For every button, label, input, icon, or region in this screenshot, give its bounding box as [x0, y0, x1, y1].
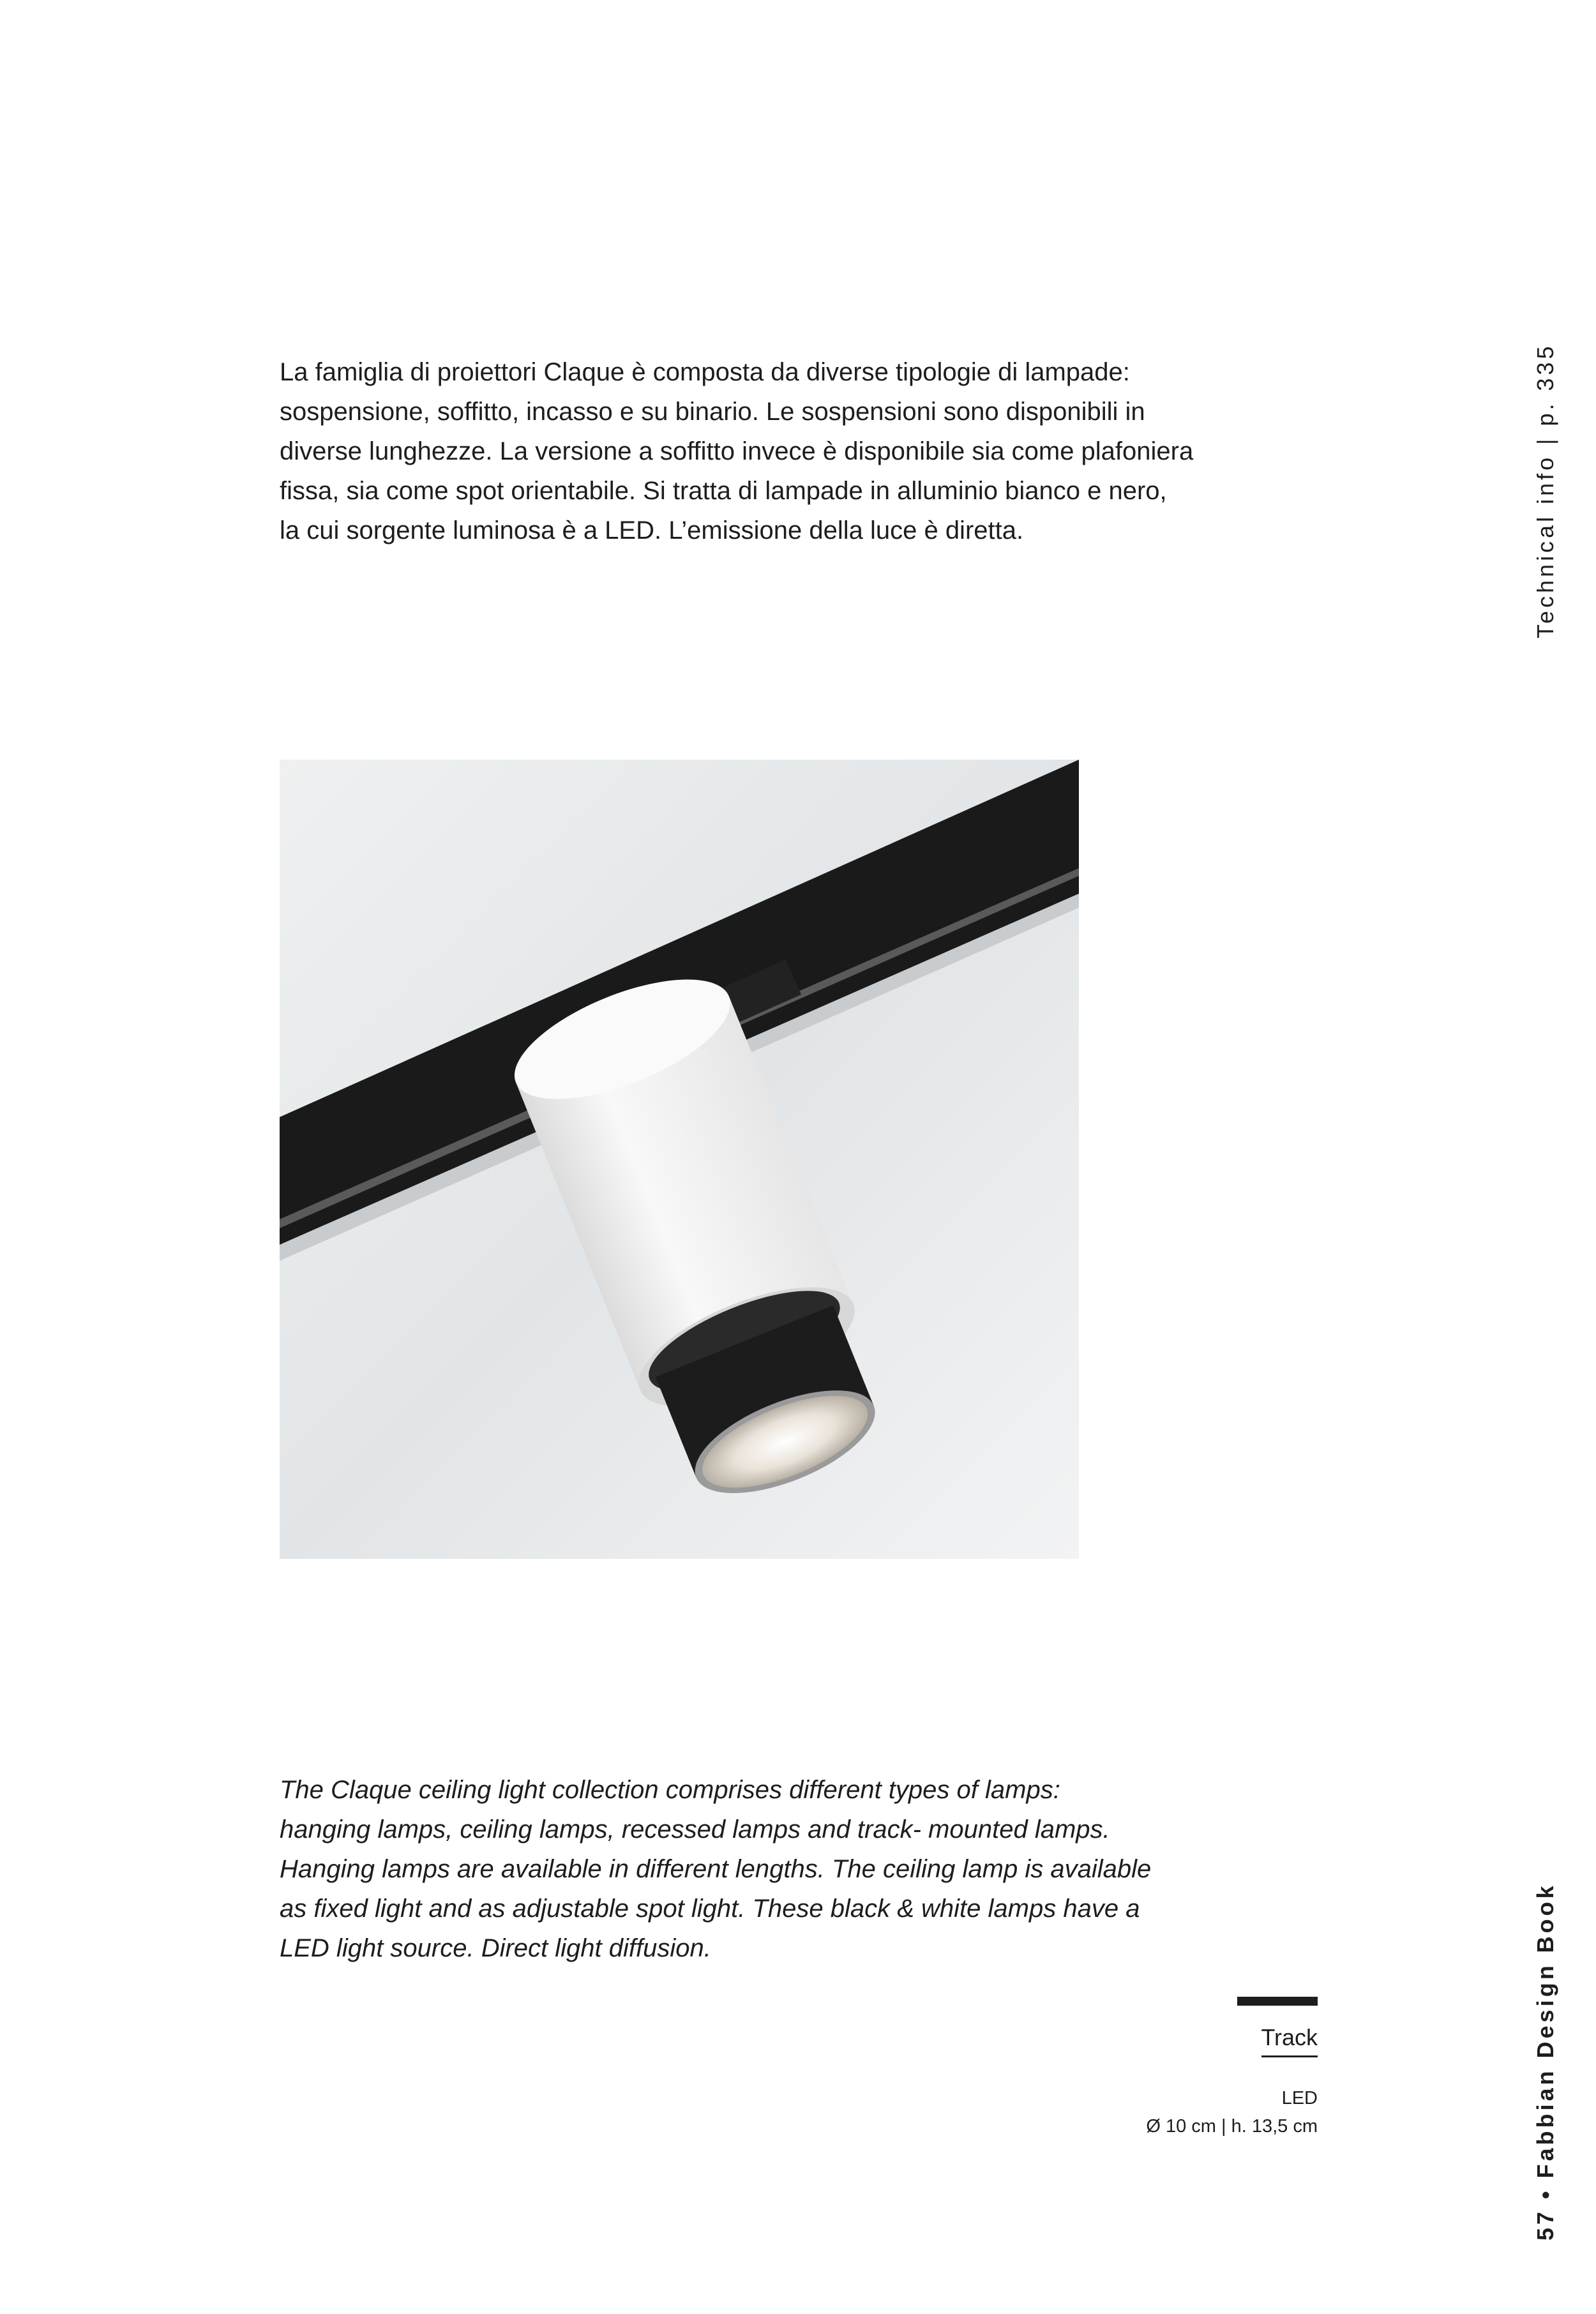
english-line: Hanging lamps are available in different lengths. The ceiling lamp is available — [280, 1855, 1152, 1883]
english-description — [280, 1770, 1224, 1968]
italian-line: diverse lunghezze. La versione a soffitto invece è disponibile sia come plafoniera — [280, 437, 1194, 465]
italian-line: la cui sorgente luminosa è a LED. L’emissione della luce è diretta. — [280, 516, 1024, 545]
english-line: as fixed light and as adjustable spot light. These black & white lamps have a — [280, 1895, 1140, 1923]
product-photo — [280, 760, 1079, 1559]
italian-line: sospensione, soffitto, incasso e su binario. Le sospensioni sono disponibili in — [280, 398, 1145, 426]
spec-bar — [1237, 1997, 1318, 2006]
italian-line: La famiglia di proiettori Claque è composta da diverse tipologie di lampade: — [280, 358, 1130, 386]
english-line: LED light source. Direct light diffusion. — [280, 1934, 711, 1962]
spec-block — [935, 1997, 1318, 2140]
spec-rule — [1261, 2055, 1318, 2057]
spec-type: Track — [1261, 2024, 1318, 2050]
italian-description — [280, 352, 1224, 550]
english-line: hanging lamps, ceiling lamps, recessed lamps and track- mounted lamps. — [280, 1815, 1110, 1844]
page-footer: 57 • Fabbian Design Book — [1532, 1882, 1558, 2241]
spec-dimensions: Ø 10 cm | h. 13,5 cm — [1146, 2116, 1318, 2137]
technical-info-link[interactable]: Technical info | p. 335 — [1532, 343, 1558, 638]
english-line: The Claque ceiling light collection comprises different types of lamps: — [280, 1776, 1060, 1804]
spec-source: LED — [1281, 2088, 1318, 2108]
italian-line: fissa, sia come spot orientabile. Si tratta di lampade in alluminio bianco e nero, — [280, 477, 1167, 505]
